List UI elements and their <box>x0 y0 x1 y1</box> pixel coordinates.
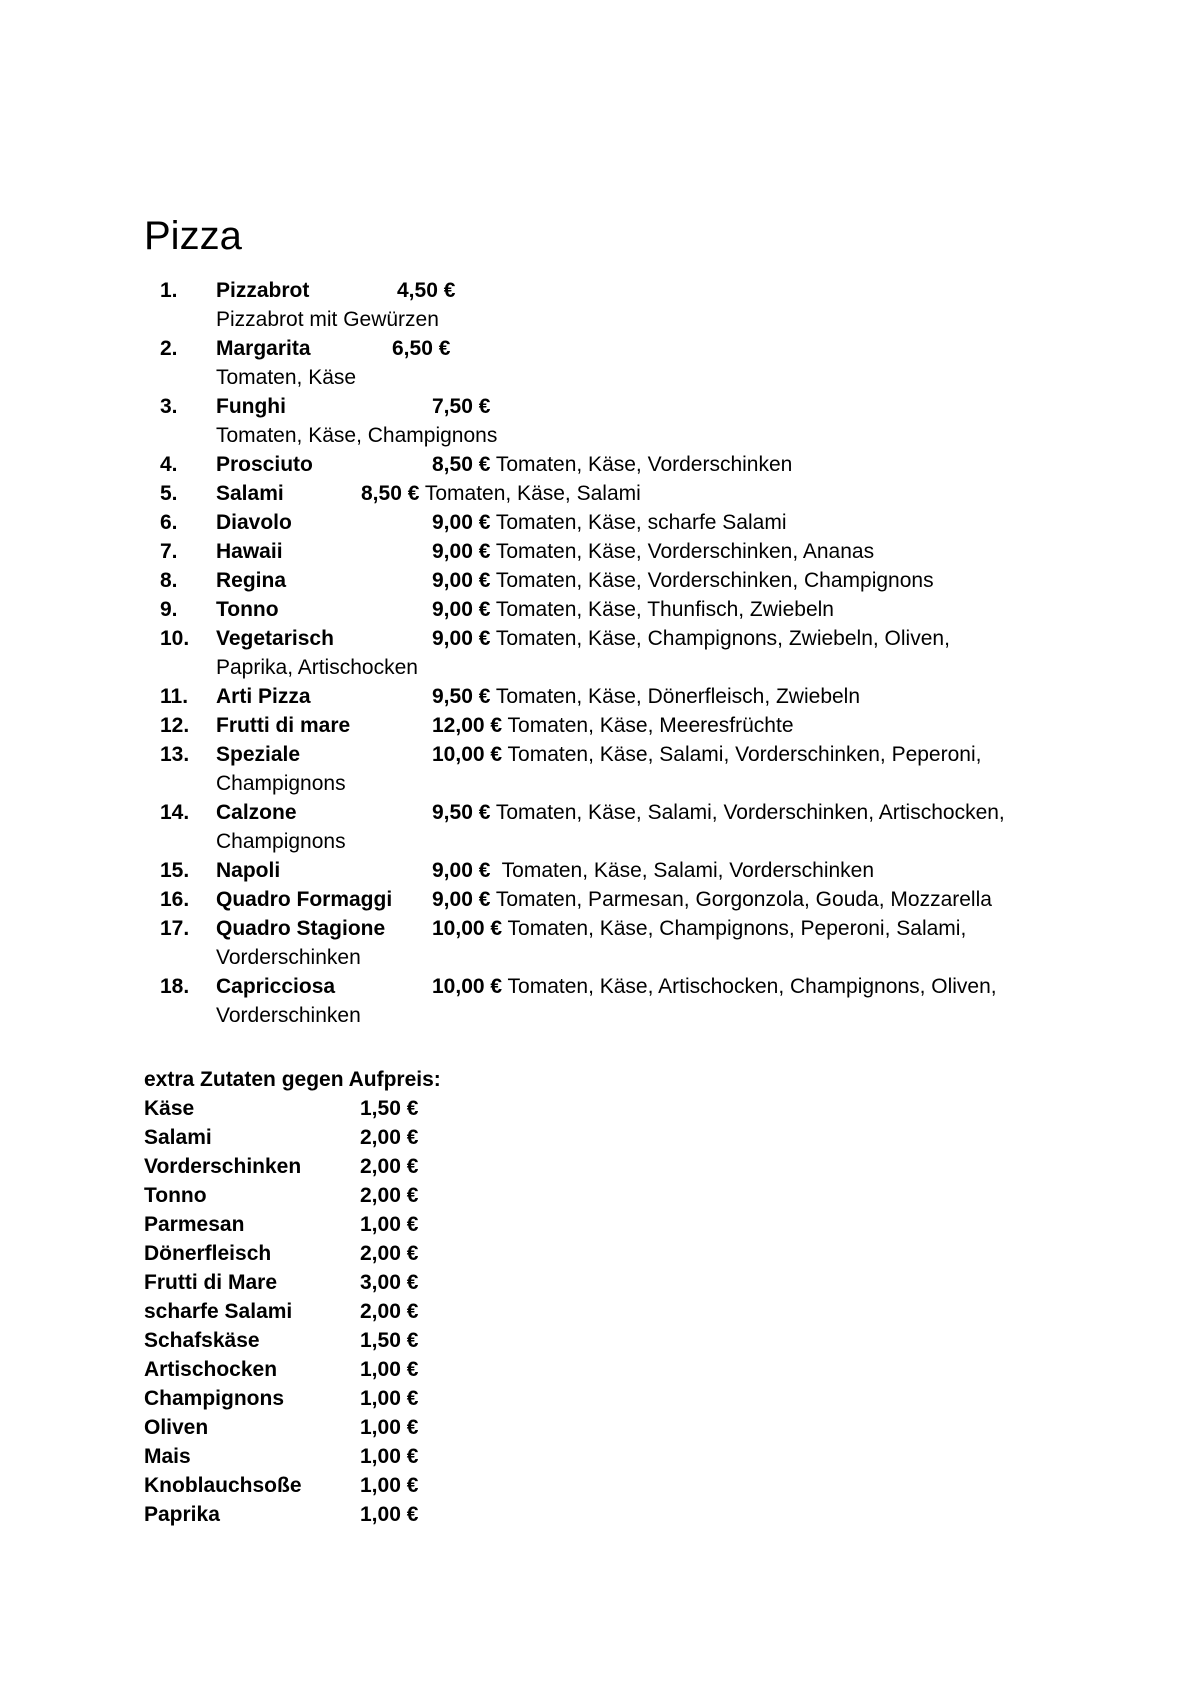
item-price: 9,00 € <box>432 859 491 882</box>
item-price: 9,50 € <box>432 801 491 824</box>
item-name: Quadro Formaggi <box>216 888 393 911</box>
extra-name: Käse <box>144 1097 195 1120</box>
item-price: 9,00 € <box>432 627 491 650</box>
item-number: 1. <box>160 279 178 302</box>
menu-item <box>0 624 1192 653</box>
item-price-description <box>432 856 874 885</box>
item-description-continued: Vorderschinken <box>216 1004 361 1027</box>
item-name: Frutti di mare <box>216 714 351 737</box>
extra-price: 2,00 € <box>360 1300 419 1323</box>
item-price: 7,50 € <box>432 395 491 418</box>
item-name: Vegetarisch <box>216 627 334 650</box>
item-name: Quadro Stagione <box>216 917 386 940</box>
item-description-continued: Champignons <box>216 830 346 853</box>
menu-item <box>0 914 1192 943</box>
extra-name: Oliven <box>144 1416 209 1439</box>
extra-price: 2,00 € <box>360 1184 419 1207</box>
menu-item <box>0 711 1192 740</box>
page-title: Pizza <box>144 214 242 258</box>
item-price: 10,00 € <box>432 917 503 940</box>
extra-price: 2,00 € <box>360 1242 419 1265</box>
extra-name: Schafskäse <box>144 1329 260 1352</box>
extra-price: 1,00 € <box>360 1416 419 1439</box>
item-price-description <box>432 624 950 653</box>
item-description: Tomaten, Käse, Vorderschinken, Champignons <box>490 569 934 592</box>
item-description: Tomaten, Käse, Artischocken, Champignons, Oliven, <box>502 975 997 998</box>
item-number: 16. <box>160 888 190 911</box>
menu-item-continuation <box>0 943 1192 972</box>
item-price-description <box>361 479 641 508</box>
item-name: Hawaii <box>216 540 283 563</box>
extra-price: 2,00 € <box>360 1155 419 1178</box>
menu-item <box>0 479 1192 508</box>
item-price-description <box>432 566 934 595</box>
item-description-continued: Paprika, Artischocken <box>216 656 418 679</box>
menu-item <box>0 682 1192 711</box>
menu-item <box>0 276 1192 305</box>
item-description: Tomaten, Käse, Champignons, Zwiebeln, Oliven, <box>490 627 950 650</box>
item-price: 9,00 € <box>432 511 491 534</box>
item-description-continued: Vorderschinken <box>216 946 361 969</box>
item-price-description <box>432 595 834 624</box>
item-number: 2. <box>160 337 178 360</box>
item-name: Calzone <box>216 801 297 824</box>
menu-item <box>0 595 1192 624</box>
item-description: Tomaten, Käse, Champignons, Peperoni, Salami, <box>502 917 967 940</box>
item-number: 15. <box>160 859 190 882</box>
pizza-list <box>0 276 1192 1030</box>
item-price: 10,00 € <box>432 743 503 766</box>
item-number: 14. <box>160 801 190 824</box>
item-price: 9,00 € <box>432 598 491 621</box>
extra-price: 1,00 € <box>360 1445 419 1468</box>
extra-name: Salami <box>144 1126 212 1149</box>
item-description: Tomaten, Käse, Vorderschinken <box>490 453 793 476</box>
menu-item <box>0 392 1192 421</box>
menu-item <box>0 566 1192 595</box>
item-number: 4. <box>160 453 178 476</box>
menu-item-continuation <box>0 1001 1192 1030</box>
menu-item-continuation <box>0 827 1192 856</box>
item-price: 9,50 € <box>432 685 491 708</box>
item-price-description <box>432 798 1005 827</box>
item-description: Tomaten, Käse, Vorderschinken, Ananas <box>490 540 875 563</box>
item-name: Arti Pizza <box>216 685 311 708</box>
extra-name: Tonno <box>144 1184 207 1207</box>
item-price-description <box>392 334 450 363</box>
item-price-description <box>432 537 874 566</box>
menu-item-continuation <box>0 305 1192 334</box>
extra-name: Dönerfleisch <box>144 1242 272 1265</box>
item-name: Diavolo <box>216 511 292 534</box>
extra-name: Paprika <box>144 1503 220 1526</box>
item-description-continued: Pizzabrot mit Gewürzen <box>216 308 439 331</box>
extra-price: 1,00 € <box>360 1213 419 1236</box>
item-price: 9,00 € <box>432 540 491 563</box>
item-name: Prosciuto <box>216 453 313 476</box>
item-number: 10. <box>160 627 190 650</box>
item-name: Funghi <box>216 395 286 418</box>
item-name: Speziale <box>216 743 301 766</box>
item-price: 9,00 € <box>432 888 491 911</box>
extra-name: Champignons <box>144 1387 284 1410</box>
item-description-continued: Champignons <box>216 772 346 795</box>
extra-price: 1,00 € <box>360 1474 419 1497</box>
menu-item-continuation <box>0 769 1192 798</box>
item-description: Tomaten, Käse, scharfe Salami <box>490 511 787 534</box>
item-number: 17. <box>160 917 190 940</box>
item-number: 13. <box>160 743 190 766</box>
item-description: Tomaten, Käse, Salami, Vorderschinken, Artischocken, <box>490 801 1005 824</box>
menu-item <box>0 334 1192 363</box>
menu-item <box>0 740 1192 769</box>
item-description: Tomaten, Käse, Salami, Vorderschinken, Peperoni, <box>502 743 982 766</box>
extra-price: 1,00 € <box>360 1358 419 1381</box>
item-name: Regina <box>216 569 287 592</box>
item-price: 4,50 € <box>397 279 456 302</box>
item-name: Capricciosa <box>216 975 336 998</box>
item-price-description <box>432 682 860 711</box>
item-description: Tomaten, Parmesan, Gorgonzola, Gouda, Mozzarella <box>490 888 992 911</box>
item-price: 6,50 € <box>392 337 451 360</box>
item-name: Salami <box>216 482 284 505</box>
menu-item <box>0 885 1192 914</box>
item-name: Pizzabrot <box>216 279 310 302</box>
item-number: 6. <box>160 511 178 534</box>
extra-price: 1,00 € <box>360 1503 419 1526</box>
menu-item-continuation <box>0 653 1192 682</box>
item-number: 3. <box>160 395 178 418</box>
extra-name: Parmesan <box>144 1213 245 1236</box>
extra-name: Mais <box>144 1445 191 1468</box>
extra-name: Frutti di Mare <box>144 1271 278 1294</box>
item-number: 11. <box>160 685 189 708</box>
extra-price: 1,50 € <box>360 1329 419 1352</box>
item-price-description <box>432 508 786 537</box>
item-name: Tonno <box>216 598 279 621</box>
item-price-description <box>432 972 997 1001</box>
extra-name: Vorderschinken <box>144 1155 302 1178</box>
item-description: Tomaten, Käse, Dönerfleisch, Zwiebeln <box>490 685 861 708</box>
item-number: 9. <box>160 598 178 621</box>
item-number: 7. <box>160 540 178 563</box>
menu-item <box>0 537 1192 566</box>
extra-name: Knoblauchsoße <box>144 1474 302 1497</box>
item-description: Tomaten, Käse, Salami <box>419 482 641 505</box>
item-price: 9,00 € <box>432 569 491 592</box>
item-price-description <box>432 711 794 740</box>
extra-price: 1,00 € <box>360 1387 419 1410</box>
item-price-description <box>432 914 966 943</box>
menu-item <box>0 508 1192 537</box>
item-number: 5. <box>160 482 178 505</box>
menu-item <box>0 972 1192 1001</box>
item-price-description <box>432 885 992 914</box>
item-name: Margarita <box>216 337 311 360</box>
extra-price: 3,00 € <box>360 1271 419 1294</box>
item-description: Tomaten, Käse, Salami, Vorderschinken <box>490 859 875 882</box>
item-number: 18. <box>160 975 190 998</box>
extra-name: Artischocken <box>144 1358 278 1381</box>
item-description: Tomaten, Käse, Meeresfrüchte <box>502 714 794 737</box>
item-name: Napoli <box>216 859 281 882</box>
item-price: 8,50 € <box>432 453 491 476</box>
item-price: 8,50 € <box>361 482 420 505</box>
item-price-description <box>432 450 792 479</box>
item-price-description <box>432 740 981 769</box>
item-price-description <box>397 276 455 305</box>
menu-item-continuation <box>0 363 1192 392</box>
menu-item <box>0 450 1192 479</box>
item-price-description <box>432 392 490 421</box>
item-price: 10,00 € <box>432 975 503 998</box>
item-price: 12,00 € <box>432 714 503 737</box>
item-description: Tomaten, Käse, Thunfisch, Zwiebeln <box>490 598 834 621</box>
extra-price: 1,50 € <box>360 1097 419 1120</box>
extra-price: 2,00 € <box>360 1126 419 1149</box>
item-description-continued: Tomaten, Käse <box>216 366 357 389</box>
extras-heading: extra Zutaten gegen Aufpreis: <box>144 1068 441 1091</box>
menu-item <box>0 798 1192 827</box>
item-description-continued: Tomaten, Käse, Champignons <box>216 424 498 447</box>
menu-item <box>0 856 1192 885</box>
extra-name: scharfe Salami <box>144 1300 293 1323</box>
menu-item-continuation <box>0 421 1192 450</box>
item-number: 8. <box>160 569 178 592</box>
item-number: 12. <box>160 714 190 737</box>
